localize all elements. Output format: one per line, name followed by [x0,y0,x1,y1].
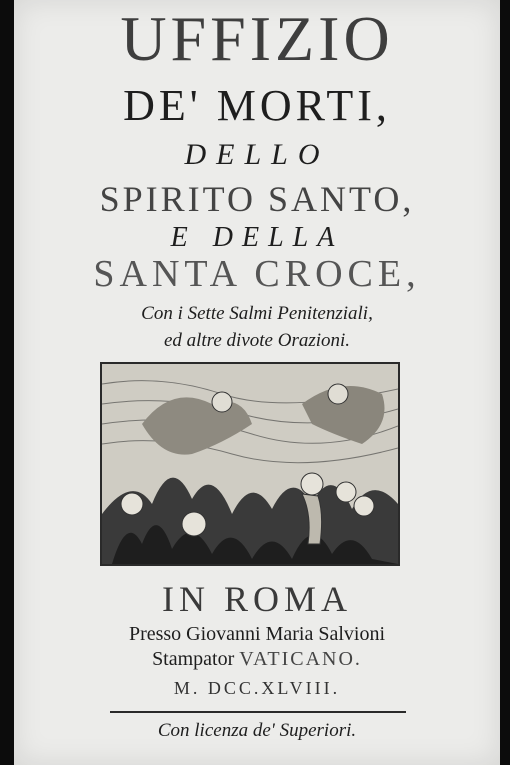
title-uffizio: UFFIZIO [120,3,394,74]
imprint-publisher: Presso Giovanni Maria Salvioni [128,623,386,645]
imprint-city: IN ROMA [161,579,352,619]
imprint-printer-word: Stampator [152,648,235,670]
divider-rule [110,711,406,713]
engraving-illustration [102,364,398,564]
title-de-morti: DE' MORTI, [123,81,391,130]
imprint-printer-title: VATICANO. [239,648,362,670]
subtitle-salmi: Con i Sette Salmi Penitenziali, [141,303,373,324]
title-e-della: E DELLA [170,222,344,253]
imprint-year: M. DCC.XLVIII. [173,678,341,698]
title-page [14,0,500,765]
subtitle-orazioni: ed altre divote Orazioni. [163,330,351,351]
title-santa-croce: SANTA CROCE, [93,253,421,295]
imprint-license: Con licenza de' Superiori. [157,720,357,741]
engraving-souls-in-purgatory [100,362,400,566]
title-spirito-santo: SPIRITO SANTO, [99,179,415,219]
imprint-printer [14,648,500,671]
title-dello: DELLO [184,138,330,171]
